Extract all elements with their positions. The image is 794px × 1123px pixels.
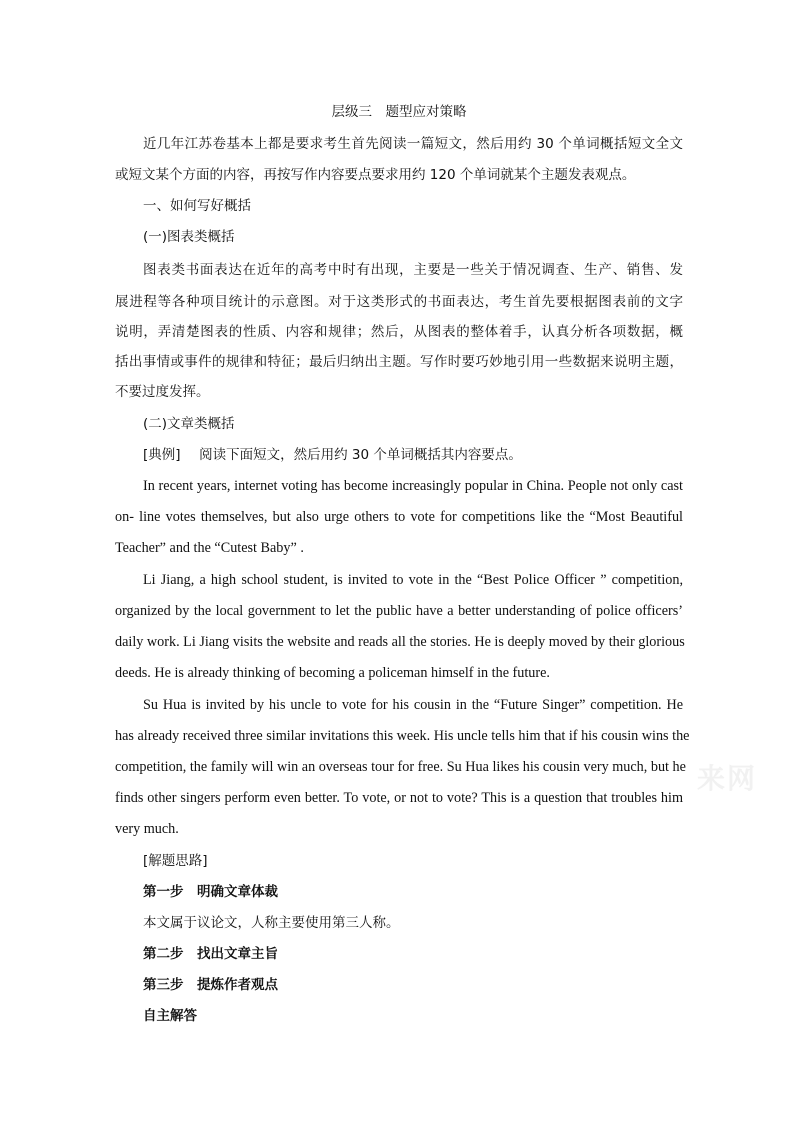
solution-label: [解题思路] [143,853,208,869]
passage-p3-line-1: Su Hua is invited by his uncle to vote for his cousin in the “Future Singer” competition. He [143,697,683,713]
passage-p2-line-4: deeds. He is already thinking of becoming a policeman himself in the future. [115,665,550,681]
chart-summary-line-4: 括出事情或事件的规律和特征；最后归纳出主题。写作时要巧妙地引用一些数据来说明主题， [115,354,683,370]
subsection-heading-chart: (一)图表类概括 [143,229,235,245]
step-1-heading: 第一步 明确文章体裁 [143,884,278,900]
intro-line-1: 近几年江苏卷基本上都是要求考生首先阅读一篇短文，然后用约 30 个单词概括短文全文 [143,136,683,152]
watermark: 来网 [697,762,758,795]
self-answer-heading: 自主解答 [143,1008,197,1024]
passage-p2-line-1: Li Jiang, a high school student, is invited to vote in the “Best Police Officer ” competition, [143,572,683,588]
step-1-body: 本文属于议论文，人称主要使用第三人称。 [143,915,400,931]
chart-summary-line-1: 图表类书面表达在近年的高考中时有出现，主要是一些关于情况调查、生产、销售、发 [143,262,683,278]
example-line [143,445,522,465]
intro-line-2: 或短文某个方面的内容，再按写作内容要点要求用约 120 个单词就某个主题发表观点。 [115,167,636,183]
page-title: 层级三 题型应对策略 [331,104,467,120]
passage-p1-line-3: Teacher” and the “Cutest Baby” . [115,540,304,556]
section-heading: 一、如何写好概括 [143,198,251,214]
step-2-heading: 第二步 找出文章主旨 [143,946,278,962]
passage-p2-line-2: organized by the local government to let the public have a better understanding of police officers’ [115,603,683,619]
example-label: [典例] [143,447,181,463]
passage-p3-line-4: finds other singers perform even better. To vote, or not to vote? This is a question that troubles him [115,790,683,806]
passage-p3-line-2: has already received three similar invitations this week. His uncle tells him that if his cousin wins the [115,728,690,744]
chart-summary-line-2: 展进程等各种项目统计的示意图。对于这类形式的书面表达，考生首先要根据图表前的文字 [115,294,683,310]
chart-summary-line-5: 不要过度发挥。 [115,384,210,400]
passage-p3-line-5: very much. [115,821,179,837]
passage-p1-line-1: In recent years, internet voting has become increasingly popular in China. People not only cast [143,478,683,494]
chart-summary-line-3: 说明，弄清楚图表的性质、内容和规律；然后，从图表的整体着手，认真分析各项数据，概 [115,324,683,340]
document-page [115,0,690,1123]
passage-p1-line-2: on- line votes themselves, but also urge others to vote for competitions like the “Most Beautiful [115,509,683,525]
example-instruction: 阅读下面短文，然后用约 30 个单词概括其内容要点。 [199,447,522,463]
passage-p2-line-3: daily work. Li Jiang visits the website and reads all the stories. He is deeply moved by their glorious [115,634,685,650]
step-3-heading: 第三步 提炼作者观点 [143,977,278,993]
subsection-heading-article: (二)文章类概括 [143,416,235,432]
passage-p3-line-3: competition, the family will win an overseas tour for free. Su Hua likes his cousin very much, but he [115,759,686,775]
